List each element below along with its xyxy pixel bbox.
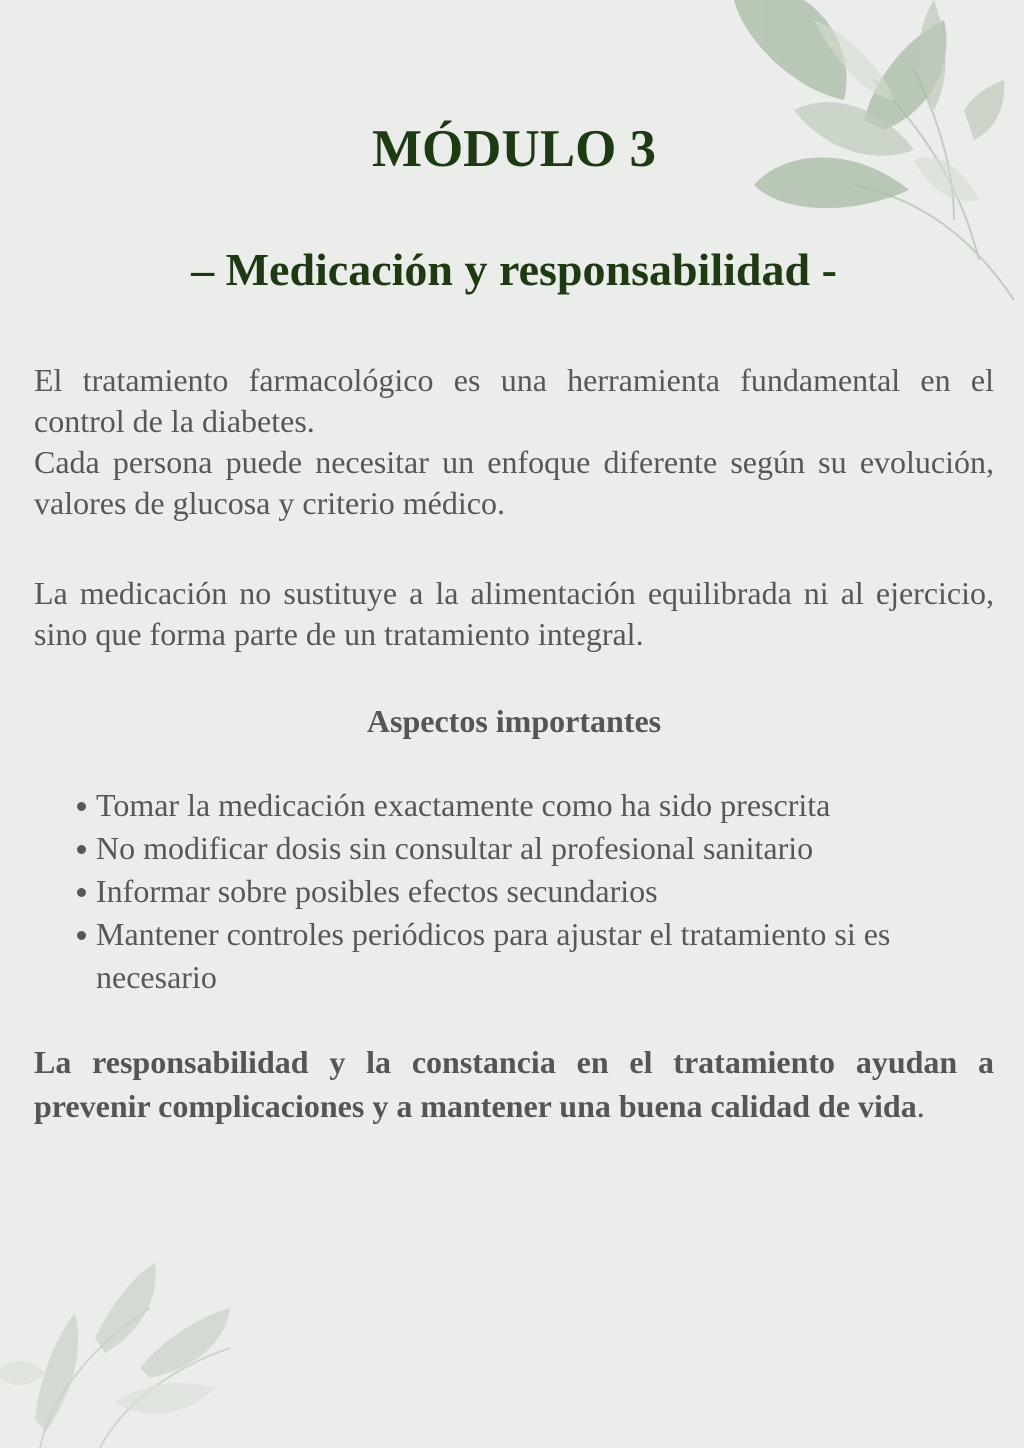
leaf-decoration-bottom (0, 1258, 240, 1448)
intro-paragraph-1: El tratamiento farmacológico es una herramienta fundamental en el control de la diabetes. (34, 362, 994, 439)
closing-statement (34, 1040, 994, 1128)
list-item-text: Mantener controles periódicos para ajustar el tratamiento si es necesario (96, 916, 891, 995)
list-item (34, 827, 994, 870)
bullet-icon (77, 931, 86, 940)
bullet-icon (77, 888, 86, 897)
list-item (34, 784, 994, 827)
list-item (34, 870, 994, 913)
list-item-text: Tomar la medicación exactamente como ha sido prescrita (96, 787, 831, 823)
medication-paragraph: La medicación no sustituye a la alimentación equilibrada ni al ejercicio, sino que forma parte de un tratamiento integral. (34, 575, 994, 652)
list-item (34, 913, 994, 999)
module-subtitle: – Medicación y responsabilidad - (191, 244, 837, 295)
closing-bold-text: La responsabilidad y la constancia en el tratamiento ayudan a prevenir complicaciones y a mantener una buena calidad de vida (34, 1044, 994, 1124)
intro-paragraph-2: Cada persona puede necesitar un enfoque diferente según su evolución, valores de glucosa y criterio médico. (34, 444, 994, 521)
aspects-list (34, 784, 994, 999)
aspects-heading: Aspectos importantes (366, 703, 662, 739)
list-item-text: No modificar dosis sin consultar al profesional sanitario (96, 830, 814, 866)
bullet-icon (77, 845, 86, 854)
intro-section (34, 360, 994, 524)
closing-period: . (916, 1088, 925, 1124)
module-title: MÓDULO 3 (371, 120, 657, 178)
list-item-text: Informar sobre posibles efectos secundarios (96, 873, 658, 909)
bullet-icon (77, 802, 86, 811)
